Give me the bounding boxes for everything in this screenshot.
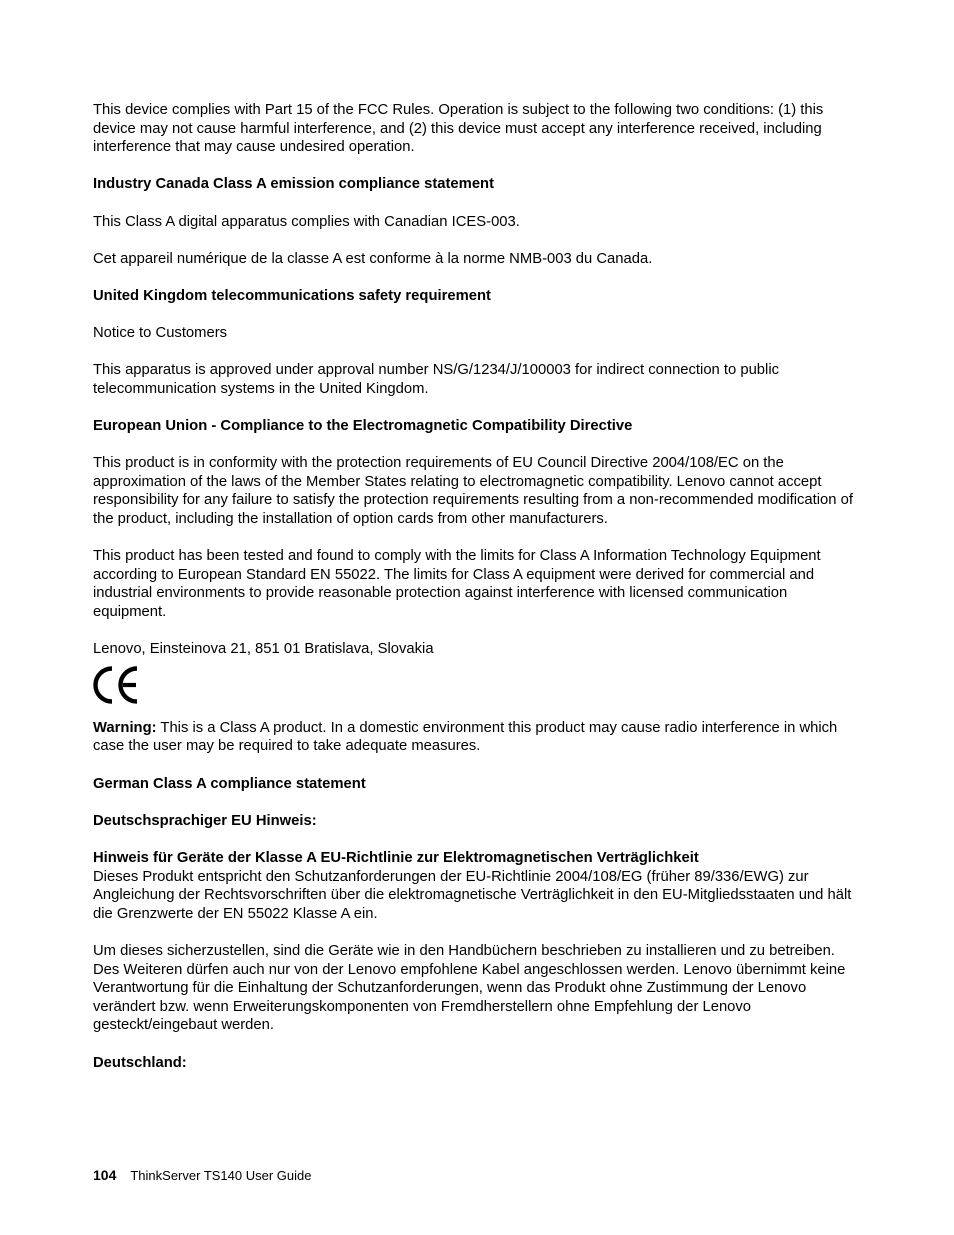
book-title: ThinkServer TS140 User Guide: [130, 1168, 312, 1183]
page-footer: [93, 1166, 311, 1185]
ce-mark-icon: [93, 665, 141, 705]
german-directive-paragraph: Dieses Produkt entspricht den Schutzanforderungen der EU-Richtlinie 2004/108/EG (früher 89/336/EWG) zur Angleichung der Rechtsvorschriften über die elektromagnetische Verträglichkeit in den EU-Mitgliedsstaaten und hält die Grenzwerte der EN 55022 Klasse A ein.: [93, 868, 852, 922]
german-class-a-subheading: Hinweis für Geräte der Klasse A EU-Richtlinie zur Elektromagnetischen Verträglichkeit: [93, 849, 699, 866]
fcc-part15-paragraph: This device complies with Part 15 of the FCC Rules. Operation is subject to the following two conditions: (1) this device may not cause harmful interference, and (2) this device must accept any interference received, including interference that may cause undesired operation.: [93, 102, 824, 156]
warning-label: Warning:: [93, 719, 157, 736]
eu-conformity-paragraph: This product is in conformity with the protection requirements of EU Council Directive 2004/108/EC on the approximation of the laws of the Member States relating to electromagnetic compatibility. Lenovo cannot accept responsibility for any failure to satisfy the protection requirements resulting from a non-recommended modification of the product, including the installation of option cards from other manufacturers.: [93, 455, 853, 528]
german-installation-paragraph: Um dieses sicherzustellen, sind die Geräte wie in den Handbüchern beschrieben zu installieren und zu betreiben. Des Weiteren dürfen auch nur von der Lenovo empfohlene Kabel angeschlossen werden. Lenovo übernimmt keine Verantwortung für die Einhaltung der Schutzanforderungen, wenn das Produkt ohne Zustimmung der Lenovo verändert bzw. wenn Erweiterungskomponenten von Fremdherstellern ohne Empfehlung der Lenovo gesteckt/eingebaut werden.: [93, 942, 846, 1034]
industry-canada-heading: Industry Canada Class A emission compliance statement: [93, 176, 495, 193]
industry-canada-french-paragraph: Cet appareil numérique de la classe A est conforme à la norme NMB-003 du Canada.: [93, 250, 653, 267]
industry-canada-english-paragraph: This Class A digital apparatus complies with Canadian ICES-003.: [93, 213, 520, 230]
uk-notice-to-customers: Notice to Customers: [93, 325, 228, 342]
warning-text: This is a Class A product. In a domestic environment this product may cause radio interference in which case the user may be required to take adequate measures.: [93, 719, 838, 755]
uk-telecom-heading: United Kingdom telecommunications safety requirement: [93, 287, 491, 304]
page-content: [93, 101, 853, 1091]
page-number: 104: [93, 1167, 117, 1183]
uk-approval-paragraph: This apparatus is approved under approval number NS/G/1234/J/100003 for indirect connection to public telecommunication systems in the United Kingdom.: [93, 362, 780, 397]
deutschland-heading: Deutschland:: [93, 1054, 187, 1071]
german-eu-notice-heading: Deutschsprachiger EU Hinweis:: [93, 812, 317, 829]
eu-emc-heading: European Union - Compliance to the Electromagnetic Compatibility Directive: [93, 418, 633, 435]
lenovo-address: Lenovo, Einsteinova 21, 851 01 Bratislava, Slovakia: [93, 641, 434, 658]
german-compliance-heading: German Class A compliance statement: [93, 775, 366, 792]
warning-paragraph: [93, 719, 853, 756]
eu-tested-paragraph: This product has been tested and found to comply with the limits for Class A Information Technology Equipment according to European Standard EN 55022. The limits for Class A equipment were derived for commercial and industrial environments to provide reasonable protection against interference with licensed communication equipment.: [93, 548, 821, 621]
